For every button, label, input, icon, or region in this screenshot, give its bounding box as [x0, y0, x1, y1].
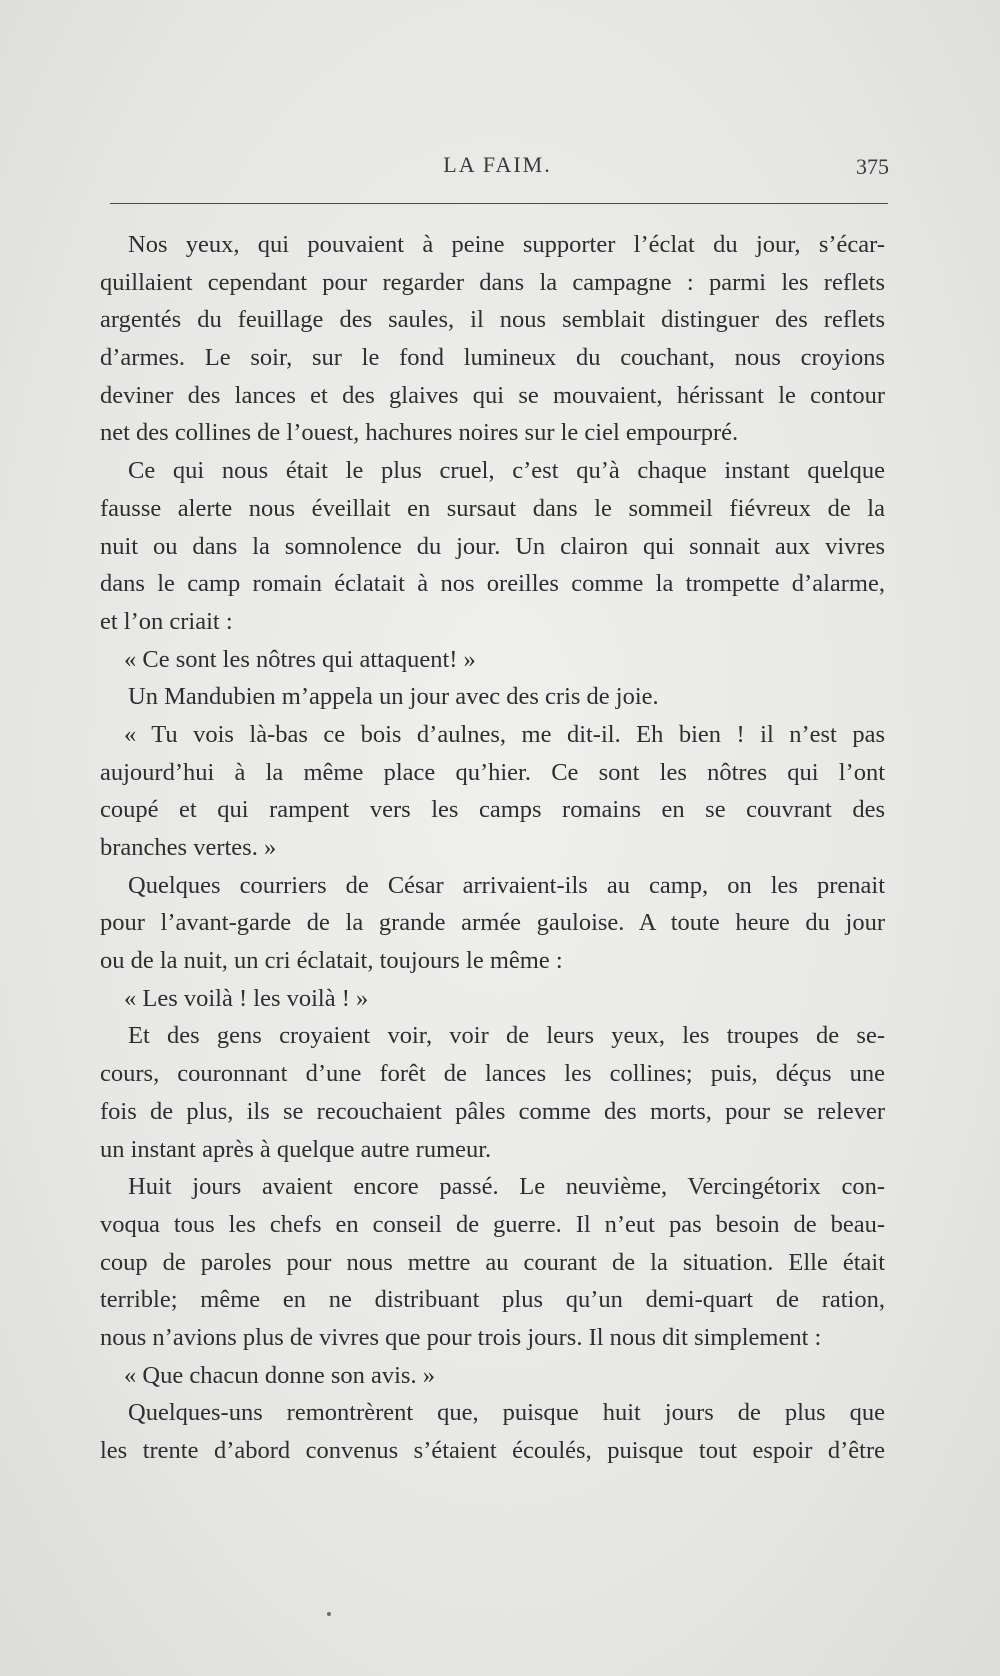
- text-line: terrible; même en ne distribuant plus qu’un demi-quart de ration,: [100, 1286, 885, 1314]
- text-line: coup de paroles pour nous mettre au courant de la situation. Elle était: [100, 1248, 885, 1276]
- running-head: [100, 152, 895, 186]
- text-line: Nos yeux, qui pouvaient à peine supporter l’éclat du jour, s’écar-: [128, 231, 885, 258]
- text-line: ou de la nuit, un cri éclatait, toujours le même :: [100, 947, 563, 975]
- text-line: deviner des lances et des glaives qui se mouvaient, hérissant le contour: [100, 381, 885, 409]
- text-line: Ce qui nous était le plus cruel, c’est qu’à chaque instant quelque: [128, 457, 885, 485]
- text-line: quillaient cependant pour regarder dans la campagne : parmi les reflets: [100, 268, 885, 296]
- paper-speck: [327, 1612, 331, 1616]
- text-line: un instant après à quelque autre rumeur.: [100, 1135, 492, 1163]
- text-line: les trente d’abord convenus s’étaient écoulés, puisque tout espoir d’être: [100, 1437, 885, 1464]
- text-line: argentés du feuillage des saules, il nous semblait distinguer des reflets: [100, 306, 885, 334]
- text-line: nuit ou dans la somnolence du jour. Un clairon qui sonnait aux vivres: [100, 532, 885, 560]
- text-line: aujourd’hui à la même place qu’hier. Ce sont les nôtres qui l’ont: [100, 758, 885, 786]
- text-line: et l’on criait :: [100, 607, 233, 635]
- text-line: « Les voilà ! les voilà ! »: [124, 984, 369, 1012]
- text-line: Huit jours avaient encore passé. Le neuvième, Vercingétorix con-: [128, 1173, 885, 1201]
- text-line: « Ce sont les nôtres qui attaquent! »: [124, 645, 476, 673]
- text-line: fois de plus, ils se recouchaient pâles comme des morts, pour se relever: [100, 1097, 885, 1125]
- text-line: Quelques-uns remontrèrent que, puisque huit jours de plus que: [128, 1399, 885, 1427]
- running-title: LA FAIM.: [443, 152, 552, 177]
- text-line: d’armes. Le soir, sur le fond lumineux du couchant, nous croyions: [100, 344, 885, 372]
- text-line: pour l’avant-garde de la grande armée gauloise. A toute heure du jour: [100, 909, 885, 937]
- text-line: voqua tous les chefs en conseil de guerre. Il n’eut pas besoin de beau-: [100, 1210, 885, 1238]
- text-line: net des collines de l’ouest, hachures noires sur le ciel empourpré.: [100, 419, 739, 447]
- text-line: coupé et qui rampent vers les camps romains en se couvrant des: [100, 796, 885, 824]
- text-line: branches vertes. »: [100, 834, 277, 861]
- header-rule: [110, 203, 888, 204]
- text-line: Et des gens croyaient voir, voir de leurs yeux, les troupes de se-: [128, 1022, 885, 1050]
- text-line: fausse alerte nous éveillait en sursaut dans le sommeil fiévreux de la: [100, 494, 885, 522]
- text-line: « Que chacun donne son avis. »: [124, 1361, 435, 1389]
- text-line: Un Mandubien m’appela un jour avec des cris de joie.: [128, 683, 659, 711]
- text-line: cours, couronnant d’une forêt de lances les collines; puis, déçus une: [100, 1060, 885, 1088]
- page-number: 375: [856, 154, 889, 179]
- text-line: nous n’avions plus de vivres que pour trois jours. Il nous dit simplement :: [100, 1323, 822, 1351]
- body-text: [100, 226, 885, 1470]
- text-line: Quelques courriers de César arrivaient-ils au camp, on les prenait: [128, 871, 885, 899]
- text-line: « Tu vois là-bas ce bois d’aulnes, me dit-il. Eh bien ! il n’est pas: [124, 720, 885, 748]
- text-line: dans le camp romain éclatait à nos oreilles comme la trompette d’alarme,: [100, 570, 885, 598]
